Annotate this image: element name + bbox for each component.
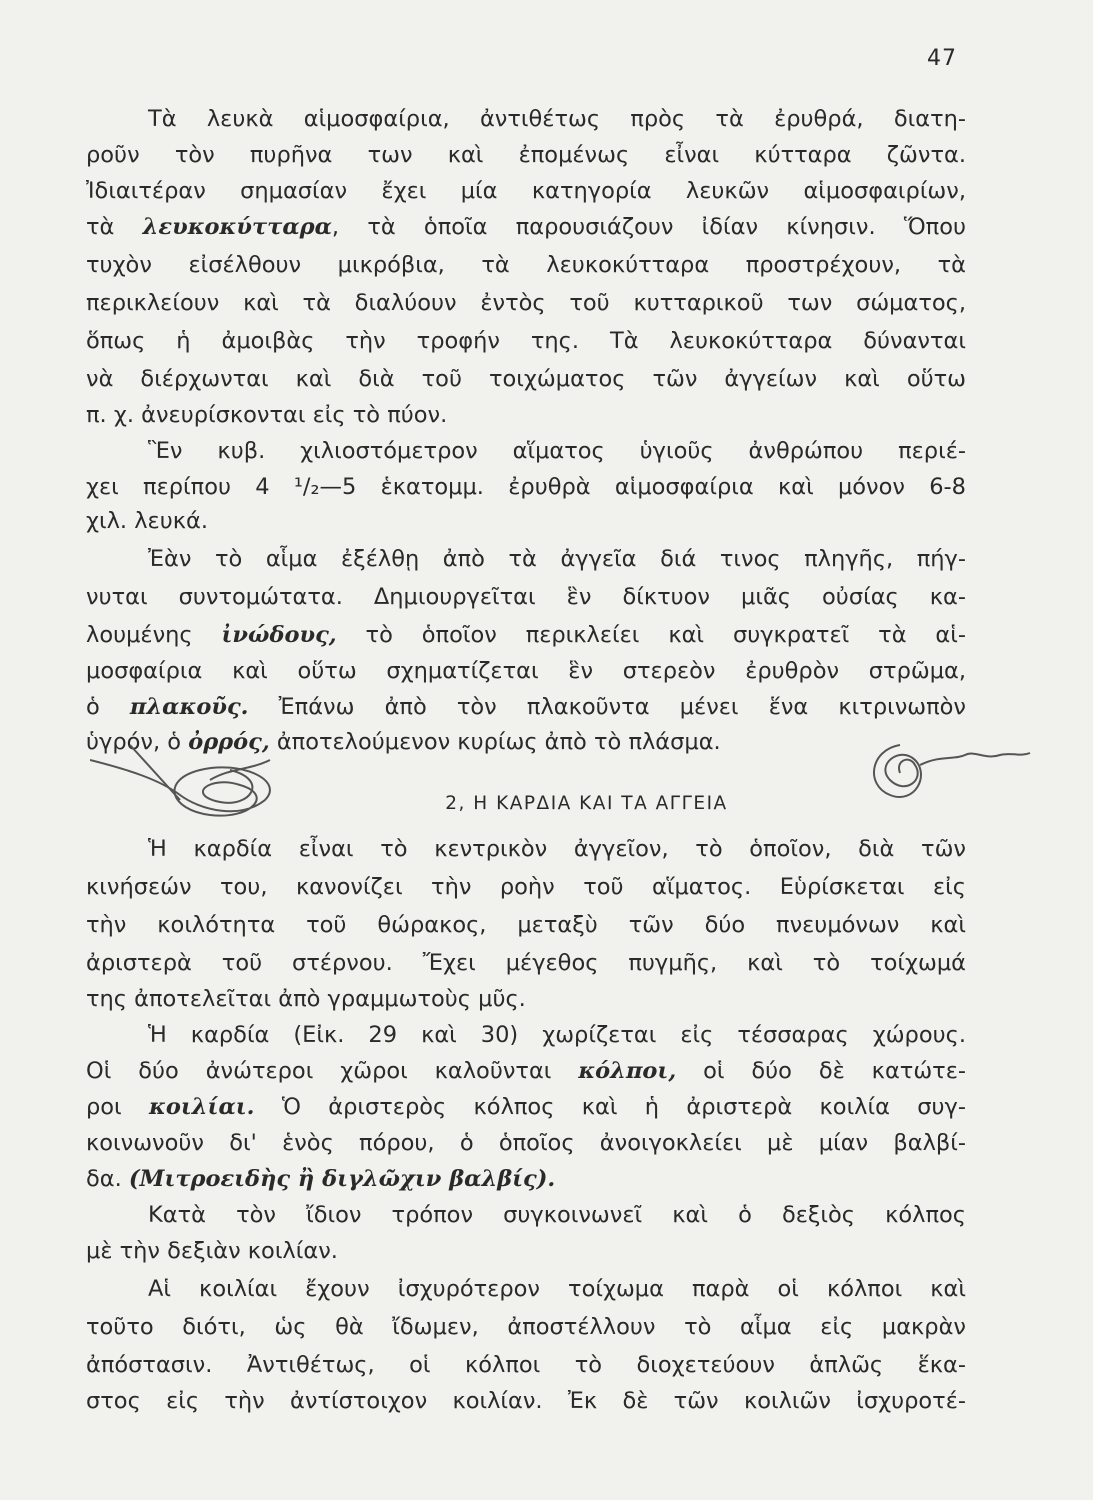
text-line: δα. (Μιτροειδὴς ἢ διγλῶχιν βαλβίς). [86, 1166, 556, 1192]
text-line: τὰ λευκοκύτταρα, τὰ ὁποῖα παρουσιάζουν ἰδίαν κίνησιν. Ὅπου [86, 214, 967, 240]
term-fibrin: ἰνώδους, [221, 622, 337, 648]
text-line: μὲ τὴν δεξιὰν κοιλίαν. [86, 1238, 338, 1264]
term-mitral-valve: (Μιτροειδὴς ἢ διγλῶχιν βαλβίς). [128, 1166, 556, 1192]
term-leukocytes: λευκοκύτταρα [142, 214, 332, 240]
term-ventricles: κοιλίαι. [149, 1094, 255, 1120]
text-line: κοινωνοῦν δι' ἑνὸς πόρου, ὁ ὁποῖος ἀνοιγοκλείει μὲ μίαν βαλβί- [86, 1130, 966, 1156]
text-line: ροῦν τὸν πυρῆνα των καὶ ἐπομένως εἶναι κύτταρα ζῶντα. [86, 142, 966, 168]
text-line: ὑγρόν, ὁ ὀρρός, ἀποτελούμενον κυρίως ἀπὸ τὸ πλάσμα. [86, 729, 721, 755]
text-line: Οἱ δύο ἀνώτεροι χῶροι καλοῦνται κόλποι, οἱ δύο δὲ κατώτε- [86, 1058, 966, 1084]
text-line: ὁ πλακοῦς. Ἐπάνω ἀπὸ τὸν πλακοῦντα μένει ἕνα κιτρινωπὸν [86, 694, 967, 720]
text-line: Τὰ λευκὰ αἱμοσφαίρια, ἀντιθέτως πρὸς τὰ ἐρυθρά, διατη- [148, 106, 966, 132]
text-line: τυχὸν εἰσέλθουν μικρόβια, τὰ λευκοκύτταρα προστρέχουν, τὰ [86, 252, 966, 278]
text-line: χει περίπου 4 ¹/₂—5 ἑκατομμ. ἐρυθρὰ αἱμοσφαίρια καὶ μόνον 6-8 [86, 474, 966, 500]
text-line: στος εἰς τὴν ἀντίστοιχον κοιλίαν. Ἐκ δὲ τῶν κοιλιῶν ἰσχυροτέ- [86, 1388, 966, 1414]
page-number: 47 [927, 46, 957, 71]
text-line: ὅπως ἡ ἀμοιβὰς τὴν τροφήν της. Τὰ λευκοκύτταρα δύνανται [86, 328, 966, 354]
text-line: π. χ. ἀνευρίσκονται εἰς τὸ πύον. [86, 402, 448, 428]
text-line: περικλείουν καὶ τὰ διαλύουν ἐντὸς τοῦ κυτταρικοῦ των σώματος, [86, 290, 966, 316]
text-line: κινήσεών του, κανονίζει τὴν ροὴν τοῦ αἵματος. Εὑρίσκεται εἰς [86, 874, 966, 900]
text-line: Αἱ κοιλίαι ἔχουν ἰσχυρότερον τοίχωμα παρὰ οἱ κόλποι καὶ [148, 1276, 966, 1302]
text-line: Κατὰ τὸν ἴδιον τρόπον συγκοινωνεῖ καὶ ὁ δεξιὸς κόλπος [148, 1202, 966, 1228]
text-line: τὴν κοιλότητα τοῦ θώρακος, μεταξὺ τῶν δύο πνευμόνων καὶ [86, 912, 966, 938]
text-line: Ἡ καρδία (Εἰκ. 29 καὶ 30) χωρίζεται εἰς τέσσαρας χώρους. [148, 1022, 966, 1048]
text-line: Ἡ καρδία εἶναι τὸ κεντρικὸν ἀγγεῖον, τὸ ὁποῖον, διὰ τῶν [148, 836, 966, 862]
text-line: ροι κοιλίαι. Ὁ ἀριστερὸς κόλπος καὶ ἡ ἀριστερὰ κοιλία συγ- [86, 1094, 966, 1120]
section-heading: 2, Η ΚΑΡΔΙΑ ΚΑΙ ΤΑ ΑΓΓΕΙΑ [445, 793, 728, 814]
text-line: ἀπόστασιν. Ἀντιθέτως, οἱ κόλποι τὸ διοχετεύουν ἁπλῶς ἕκα- [86, 1352, 966, 1378]
text-line: χιλ. λευκά. [86, 508, 208, 534]
text-line: νὰ διέρχωνται καὶ διὰ τοῦ τοιχώματος τῶν ἀγγείων καὶ οὕτω [86, 366, 966, 392]
text-line: μοσφαίρια καὶ οὕτω σχηματίζεται ἓν στερεὸν ἐρυθρὸν στρῶμα, [86, 658, 966, 684]
text-line: ἀριστερὰ τοῦ στέρνου. Ἔχει μέγεθος πυγμῆς, καὶ τὸ τοίχωμά [86, 950, 966, 976]
term-clot: πλακοῦς. [129, 694, 249, 720]
text-line: Ἓν κυβ. χιλιοστόμετρον αἵματος ὑγιοῦς ἀνθρώπου περιέ- [148, 438, 966, 464]
text-line: τοῦτο διότι, ὡς θὰ ἴδωμεν, ἀποστέλλουν τὸ αἷμα εἰς μακρὰν [86, 1314, 966, 1340]
text-line: νυται συντομώτατα. Δημιουργεῖται ἓν δίκτυον μιᾶς οὐσίας κα- [86, 584, 966, 610]
text-line: Ἰδιαιτέραν σημασίαν ἔχει μία κατηγορία λευκῶν αἱμοσφαιρίων, [86, 178, 966, 204]
term-serum: ὀρρός, [188, 729, 270, 755]
text-line: της ἀποτελεῖται ἀπὸ γραμμωτοὺς μῦς. [86, 986, 526, 1012]
text-line: λουμένης ἰνώδους, τὸ ὁποῖον περικλείει καὶ συγκρατεῖ τὰ αἱ- [86, 622, 966, 648]
term-atria: κόλποι, [578, 1058, 677, 1084]
text-line: Ἐὰν τὸ αἷμα ἐξέλθῃ ἀπὸ τὰ ἀγγεῖα διά τινος πληγῆς, πήγ- [148, 546, 966, 572]
